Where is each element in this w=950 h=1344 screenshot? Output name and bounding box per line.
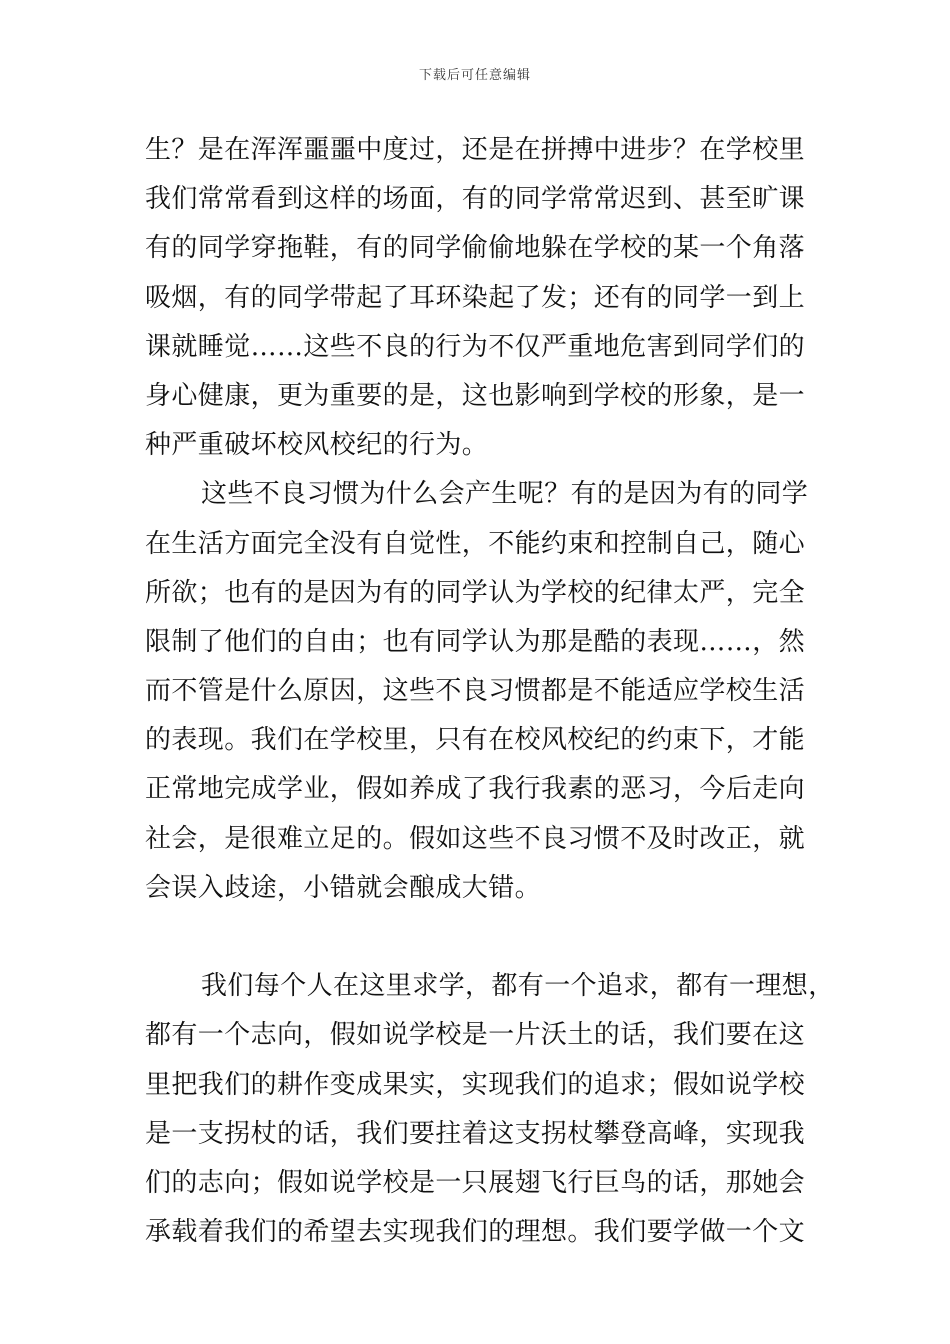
text-line: 是一支拐杖的话，我们要拄着这支拐杖攀登高峰，实现我: [145, 1118, 806, 1149]
text-line: 会误入歧途，小错就会酿成大错。: [145, 872, 542, 903]
text-line: 课就睡觉……这些不良的行为不仅严重地危害到同学们的: [145, 331, 806, 362]
text-line: [145, 913, 825, 962]
text-line: 的表现。我们在学校里，只有在校风校纪的约束下，才能: [145, 725, 806, 756]
text-line: 承载着我们的希望去实现我们的理想。我们要学做一个文: [145, 1217, 806, 1248]
text-line: 里把我们的耕作变成果实，实现我们的追求；假如说学校: [145, 1069, 806, 1100]
paragraph-1: [145, 126, 825, 470]
text-line: 我们常常看到这样的场面，有的同学常常迟到、甚至旷课: [145, 184, 806, 215]
text-line: 社会，是很难立足的。假如这些不良习惯不及时改正，就: [145, 823, 806, 854]
text-line: 在生活方面完全没有自觉性，不能约束和控制自己，随心: [145, 528, 806, 559]
text-line-indented: 我们每个人在这里求学，都有一个追求，都有一理想，: [201, 971, 835, 1002]
page-header: 下载后可任意编辑: [418, 68, 531, 83]
text-line: 所欲；也有的是因为有的同学认为学校的纪律太严，完全: [145, 577, 806, 608]
text-line: 正常地完成学业，假如养成了我行我素的恶习，今后走向: [145, 774, 806, 805]
text-line: 限制了他们的自由；也有同学认为那是酷的表现……，然: [145, 626, 806, 657]
document-body: [145, 126, 835, 1257]
text-line: 生？是在浑浑噩噩中度过，还是在拼搏中进步？在学校里: [145, 135, 806, 165]
text-line: 吸烟，有的同学带起了耳环染起了发；还有的同学一到上: [145, 282, 806, 313]
paragraph-2: [145, 470, 825, 962]
text-line: 身心健康，更为重要的是，这也影响到学校的形象，是一: [145, 380, 806, 411]
paragraph-3: [145, 962, 835, 1257]
text-line: 们的志向；假如说学校是一只展翅飞行巨鸟的话，那她会: [145, 1167, 806, 1198]
text-line: 而不管是什么原因，这些不良习惯都是不能适应学校生活: [145, 676, 806, 707]
text-line: 都有一个志向，假如说学校是一片沃土的话，我们要在这: [145, 1020, 806, 1051]
text-line: 种严重破坏校风校纪的行为。: [145, 430, 489, 461]
text-line-indented: 这些不良习惯为什么会产生呢？有的是因为有的同学: [201, 479, 809, 510]
text-line: 有的同学穿拖鞋，有的同学偷偷地躲在学校的某一个角落: [145, 233, 806, 264]
